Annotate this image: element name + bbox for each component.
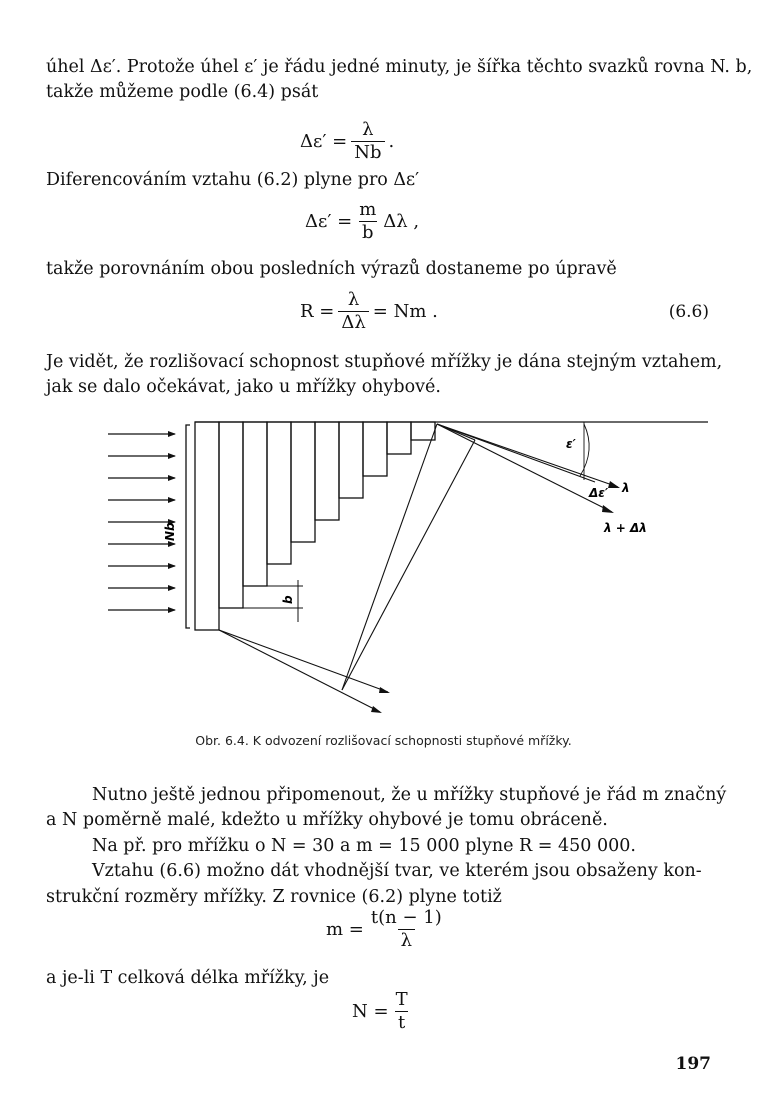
nb-bracket [186,425,190,628]
eq-tail: . [388,130,395,152]
eq-tail: = Nm . [372,300,438,322]
arrow-head [379,687,390,693]
paragraph-length [46,966,710,991]
equation-5 [352,990,415,1033]
eq-numerator: t(n − 1) [370,907,442,928]
text-line: Nutno ještě jednou připomenout, že u mřížky stupňové je řád m značný [92,785,727,805]
eq-lhs: m = [326,918,364,940]
eq-denominator: Δλ [338,311,368,333]
ray-arrowheads [168,431,176,613]
figure-caption: Obr. 6.4. K odvození rozlišovací schopnosti stupňové mřížky. [195,733,572,748]
eq-denominator: t [395,1011,408,1033]
staircase-plates [195,422,435,630]
eq-denominator: Nb [351,141,384,163]
label-delta-epsilon: Δε′ [589,486,609,500]
equation-number: (6.6) [668,302,709,322]
arrow-head [608,481,620,488]
text-line: strukční rozměry mřížky. Z rovnice (6.2) plyne totiž [46,886,502,907]
eq-numerator: m [359,199,377,220]
eq-lhs: R = [300,300,335,322]
label-lambda-plus: λ + Δλ [604,521,647,535]
label-b: b [281,595,295,604]
eq-tail: Δλ , [383,210,420,232]
text-line: Diferencováním vztahu (6.2) plyne pro Δε′ [46,170,420,190]
text-line: takže porovnáním obou posledních výrazů dostaneme po úpravě [46,259,617,279]
eq-fraction [393,990,411,1033]
eq-numerator: T [395,989,408,1010]
label-lambda: λ [622,481,630,495]
eq-numerator: λ [347,289,360,310]
eq-lhs: Δε′ = [305,210,353,232]
text-line: jak se dalo očekávat, jako u mřížky ohybové. [46,377,441,398]
eq-fraction [368,908,445,951]
label-epsilon: ε′ [566,437,576,451]
arrow-head [371,706,382,713]
text-line: takže můžeme podle (6.4) psát [46,82,319,103]
arrow-head [602,505,614,513]
eq-denominator: λ [398,929,415,951]
incoming-rays [108,434,175,610]
equation-4 [326,908,449,951]
text-line: Vztahu (6.6) možno dát vhodnější tvar, ve kterém jsou obsaženy kon- [92,861,702,882]
eps-arc [580,424,589,476]
text-line: Je vidět, že rozlišovací schopnost stupňové mřížky je dána stejným vztahem, [46,352,723,372]
eq-lhs: N = [352,1000,389,1022]
eq-denominator: b [359,221,377,243]
page-number: 197 [675,1054,711,1074]
text-line: úhel Δε′. Protože úhel ε′ je řádu jedné minuty, je šířka těchto svazků rovna N. b, [46,57,753,77]
eq-lhs: Δε′ = [300,130,348,152]
lower-rays [219,424,475,712]
text-line: Na př. pro mřížku o N = 30 a m = 15 000 plyne R = 450 000. [92,835,636,856]
text-line: a N poměrně malé, kdežto u mřížky ohybové je tomu obráceně. [46,810,608,831]
eq-numerator: λ [362,119,374,140]
paragraph-reminder [46,783,727,910]
label-nb: Nb [163,522,177,541]
text-line: a je-li T celková délka mřížky, je [46,968,330,988]
